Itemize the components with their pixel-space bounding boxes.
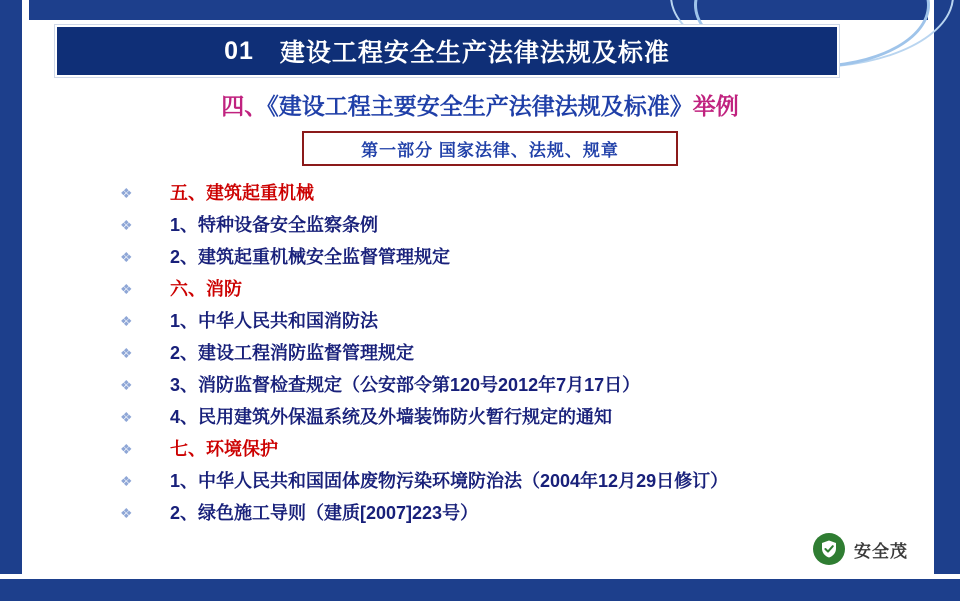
diamond-bullet-icon: ❖ (120, 505, 133, 521)
list-item (118, 402, 918, 434)
diamond-bullet-icon: ❖ (120, 217, 133, 233)
diamond-bullet-icon: ❖ (120, 441, 133, 457)
list-item (118, 434, 918, 466)
diamond-bullet-icon: ❖ (120, 345, 133, 361)
list-item (118, 498, 918, 530)
list-item (118, 370, 918, 402)
diamond-bullet-icon: ❖ (120, 377, 133, 393)
list-item-label: 1、特种设备安全监察条例 (170, 215, 379, 235)
list-item (118, 210, 918, 242)
list-item (118, 306, 918, 338)
footer-logo (813, 533, 908, 565)
diamond-bullet-icon: ❖ (120, 281, 133, 297)
part-label-box (302, 131, 678, 166)
section-heading (0, 88, 960, 121)
footer-logo-text: 安全茂 (854, 541, 908, 561)
diamond-bullet-icon: ❖ (120, 473, 133, 489)
part-label: 第一部分 国家法律、法规、规章 (361, 141, 619, 160)
list-item (118, 242, 918, 274)
list-item-label: 六、消防 (170, 279, 242, 299)
content-list (118, 178, 918, 530)
list-item-label: 1、中华人民共和国消防法 (170, 311, 379, 331)
list-item (118, 274, 918, 306)
list-item-label: 2、建筑起重机械安全监督管理规定 (170, 247, 451, 267)
list-item-label: 五、建筑起重机械 (170, 183, 314, 203)
diamond-bullet-icon: ❖ (120, 249, 133, 265)
section-heading-quoted: 《建设工程主要安全生产法律法规及标准》 (267, 93, 693, 119)
list-item-label: 1、中华人民共和国固体废物污染环境防治法（2004年12月29日修订） (170, 471, 729, 491)
diamond-bullet-icon: ❖ (120, 313, 133, 329)
list-item-label: 4、民用建筑外保温系统及外墙装饰防火暂行规定的通知 (170, 407, 613, 427)
list-item-label: 3、消防监督检查规定（公安部令第120号2012年7月17日） (170, 375, 641, 395)
diamond-bullet-icon: ❖ (120, 409, 133, 425)
list-item (118, 466, 918, 498)
page-title: 建设工程安全生产法律法规及标准 (279, 39, 670, 67)
list-item (118, 338, 918, 370)
section-heading-prefix: 四、 (221, 93, 268, 119)
decor-bottom-band (0, 579, 960, 601)
list-item-label: 七、环境保护 (170, 439, 278, 459)
list-item (118, 178, 918, 210)
section-heading-suffix: 举例 (692, 93, 739, 119)
title-number: 01 (224, 36, 254, 65)
shield-check-icon (813, 533, 845, 565)
slide-title-bar (55, 25, 839, 77)
diamond-bullet-icon: ❖ (120, 185, 133, 201)
list-item-label: 2、绿色施工导则（建质[2007]223号） (170, 503, 479, 523)
list-item-label: 2、建设工程消防监督管理规定 (170, 343, 415, 363)
